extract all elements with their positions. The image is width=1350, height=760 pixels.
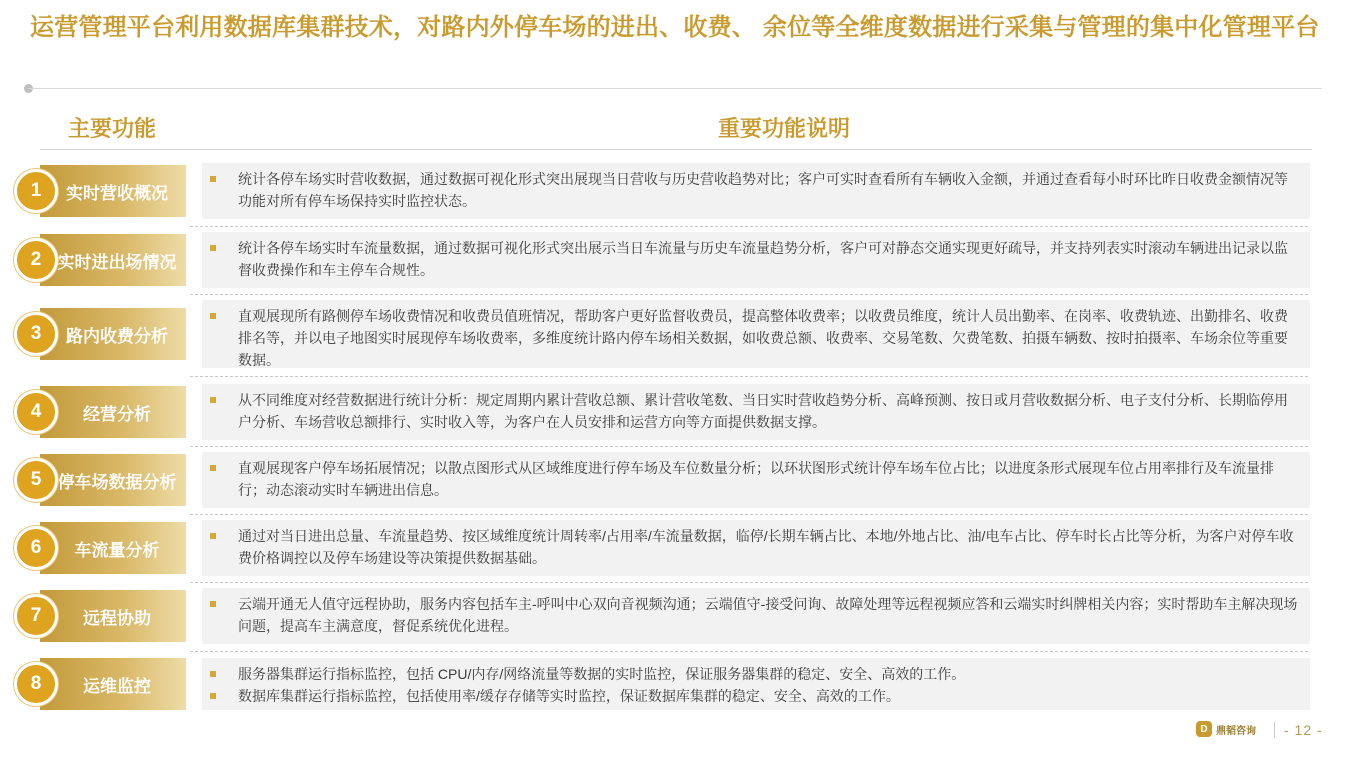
row-separator bbox=[190, 651, 1308, 652]
function-badge bbox=[12, 454, 177, 506]
function-label: 运维监控 bbox=[83, 676, 151, 696]
description-bullet: 统计各停车场实时营收数据，通过数据可视化形式突出展现当日营收与历史营收趋势对比；客户可实时查看所有车辆收入金额，并通过查看每小时环比昨日收费金额情况等功能对所有停车场保持实时监控状态。 bbox=[238, 168, 1300, 212]
function-label: 实时营收概况 bbox=[66, 183, 168, 203]
function-label: 停车场数据分析 bbox=[57, 472, 177, 492]
function-badge bbox=[12, 165, 168, 217]
description-bullet: 统计各停车场实时车流量数据，通过数据可视化形式突出展示当日车流量与历史车流量趋势分析，客户可对静态交通实现更好疏导，并支持列表实时滚动车辆进出记录以监督收费操作和车主停车合规性。 bbox=[238, 237, 1300, 281]
function-row bbox=[12, 384, 1312, 440]
function-badge bbox=[12, 658, 151, 710]
function-label: 远程协助 bbox=[83, 608, 151, 628]
function-number: 7 bbox=[14, 594, 58, 638]
row-separator bbox=[190, 446, 1308, 447]
logo-icon: D bbox=[1196, 721, 1212, 737]
row-separator bbox=[190, 294, 1308, 295]
description-bullet: 云端开通无人值守远程协助，服务内容包括车主-呼叫中心双向音视频沟通；云端值守-接受问询、故障处理等远程视频应答和云端实时纠牌相关内容；实时帮助车主解决现场问题，提高车主满意度，督促系统优化进程。 bbox=[238, 593, 1300, 637]
function-row bbox=[12, 520, 1312, 576]
function-row bbox=[12, 588, 1312, 644]
row-separator bbox=[190, 582, 1308, 583]
description-bullet: 服务器集群运行指标监控，包括 CPU/内存/网络流量等数据的实时监控，保证服务器集群的稳定、安全、高效的工作。 bbox=[238, 663, 1300, 685]
footer-divider bbox=[1274, 722, 1275, 738]
function-description bbox=[202, 163, 1310, 219]
function-number: 1 bbox=[14, 169, 58, 213]
function-badge bbox=[12, 590, 151, 642]
column-header-function-description: 重要功能说明 bbox=[718, 116, 851, 141]
function-description bbox=[202, 232, 1310, 288]
function-description bbox=[202, 520, 1310, 576]
function-label: 路内收费分析 bbox=[66, 326, 168, 346]
function-row bbox=[12, 452, 1312, 508]
function-badge bbox=[12, 308, 168, 360]
function-number: 3 bbox=[14, 312, 58, 356]
function-badge bbox=[12, 386, 151, 438]
function-description bbox=[202, 384, 1310, 440]
function-label: 经营分析 bbox=[83, 404, 151, 424]
function-number: 2 bbox=[14, 238, 58, 282]
function-label: 实时进出场情况 bbox=[57, 252, 177, 272]
function-description bbox=[202, 658, 1310, 710]
row-separator bbox=[190, 514, 1308, 515]
description-bullet: 直观展现客户停车场拓展情况；以散点图形式从区域维度进行停车场及车位数量分析；以环状图形式统计停车场车位占比；以进度条形式展现车位占用率排行及车流量排行；动态滚动实时车辆进出信息。 bbox=[238, 457, 1300, 501]
function-label: 车流量分析 bbox=[74, 540, 160, 560]
description-bullet: 通过对当日进出总量、车流量趋势、按区域维度统计周转率/占用率/车流量数据，临停/长期车辆占比、本地/外地占比、油/电车占比、停车时长占比等分析，为客户对停车收费价格调控以及停车场建设等决策提供数据基础。 bbox=[238, 525, 1300, 569]
row-separator bbox=[190, 376, 1308, 377]
function-badge bbox=[12, 522, 160, 574]
function-description bbox=[202, 588, 1310, 644]
function-row bbox=[12, 300, 1312, 368]
description-bullet: 从不同维度对经营数据进行统计分析：规定周期内累计营收总额、累计营收笔数、当日实时营收趋势分析、高峰预测、按日或月营收数据分析、电子支付分析、长期临停用户分析、车场营收总额排行、实时收入等，为客户在人员安排和运营方向等方面提供数据支撑。 bbox=[238, 389, 1300, 433]
column-header-main-functions: 主要功能 bbox=[68, 116, 157, 141]
description-bullet: 直观展现所有路侧停车场收费情况和收费员值班情况，帮助客户更好监督收费员，提高整体收费率；以收费员维度，统计人员出勤率、在岗率、收费轨迹、出勤排名、收费排名等，并以电子地图实时展现停车场收费率，多维度统计路内停车场相关数据，如收费总额、收费率、交易笔数、欠费笔数、拍摄车辆数、按时拍摄率、车场余位等重要数据。 bbox=[238, 305, 1300, 371]
function-row bbox=[12, 658, 1312, 710]
function-row bbox=[12, 163, 1312, 219]
title-rule bbox=[28, 88, 1322, 89]
row-separator bbox=[190, 226, 1308, 227]
logo-text: 鼎韬咨询 bbox=[1216, 725, 1256, 737]
description-bullet: 数据库集群运行指标监控，包括使用率/缓存存储等实时监控，保证数据库集群的稳定、安全、高效的工作。 bbox=[238, 685, 1300, 707]
function-number: 5 bbox=[14, 458, 58, 502]
page-title: 运营管理平台利用数据库集群技术，对路内外停车场的进出、收费、 余位等全维度数据进行采集与管理的集中化管理平台 bbox=[30, 14, 1320, 41]
header-rule bbox=[40, 149, 1312, 150]
function-badge bbox=[12, 234, 177, 286]
function-row bbox=[12, 232, 1312, 288]
company-logo bbox=[1196, 721, 1256, 737]
function-number: 4 bbox=[14, 390, 58, 434]
function-description bbox=[202, 300, 1310, 368]
function-number: 6 bbox=[14, 526, 58, 570]
page-number: - 12 - bbox=[1284, 722, 1323, 738]
function-description bbox=[202, 452, 1310, 508]
function-number: 8 bbox=[14, 662, 58, 706]
